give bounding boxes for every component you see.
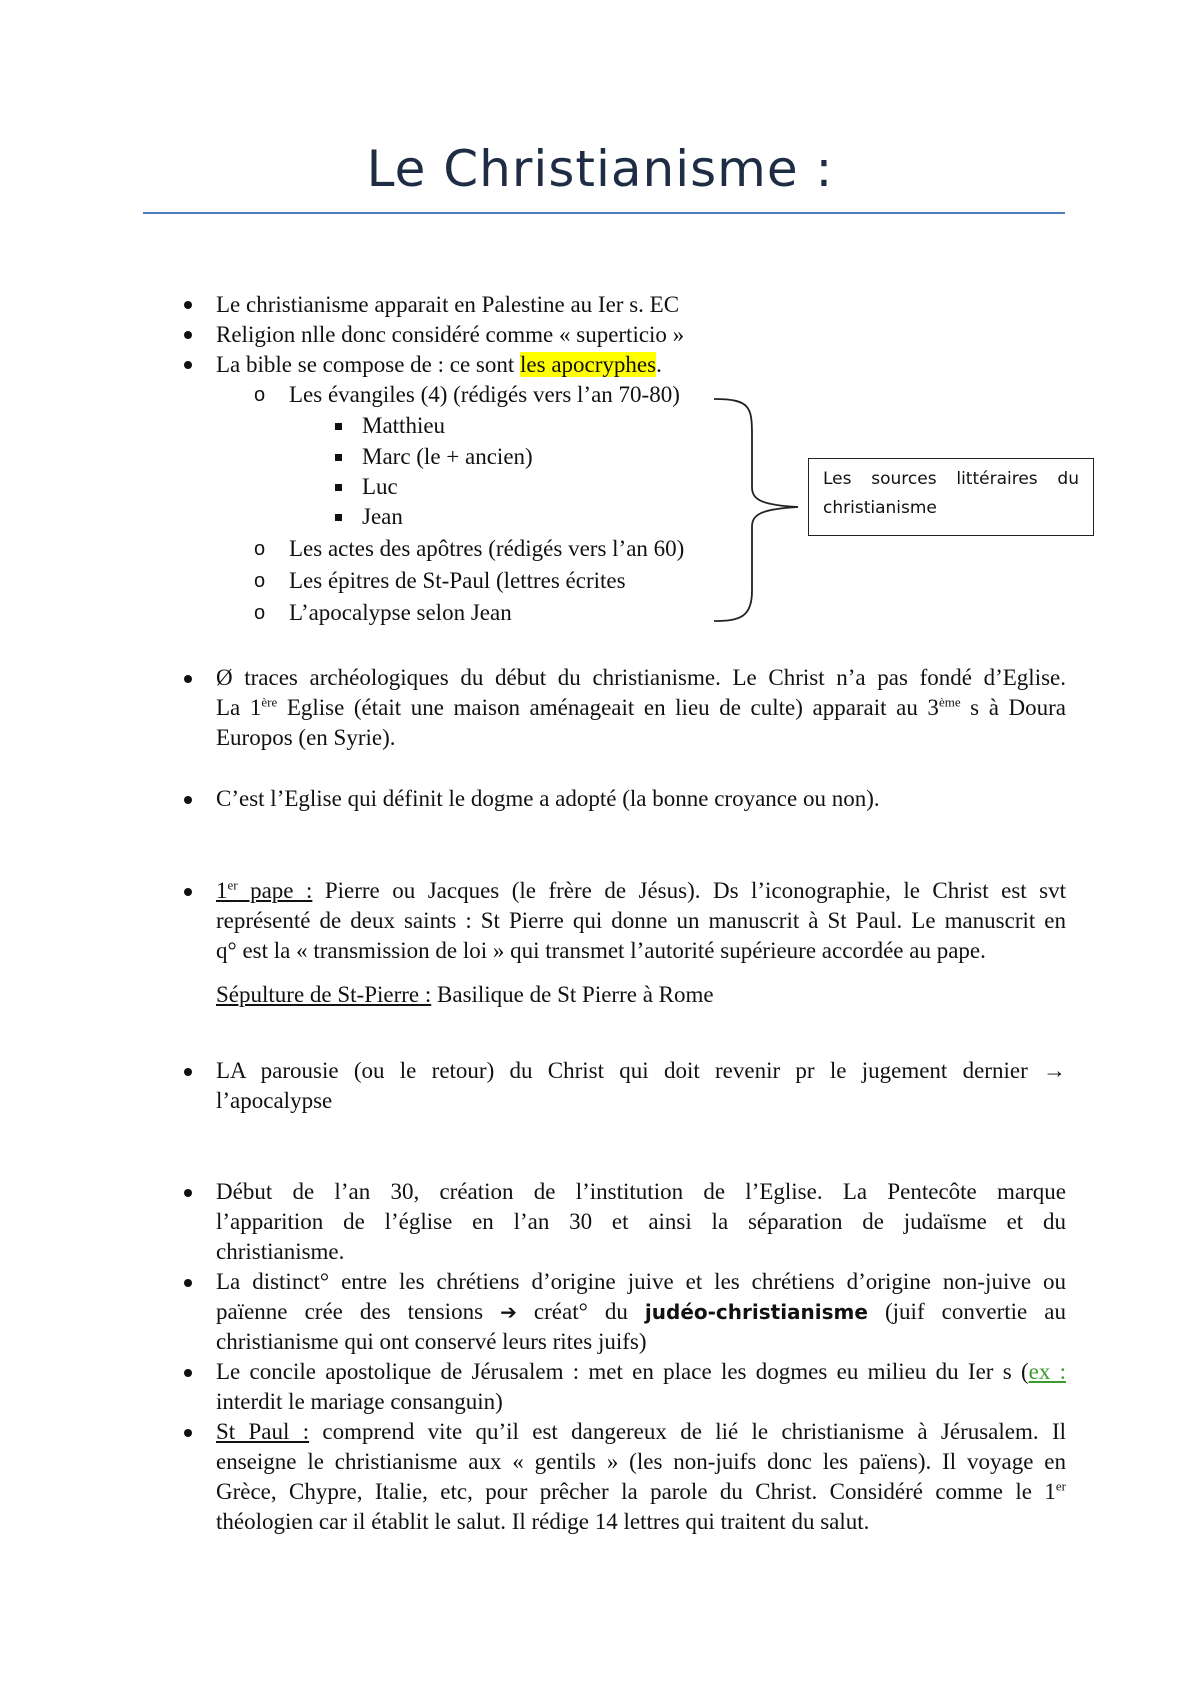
superscript: er: [227, 877, 238, 893]
bullet-10-line-1: [216, 1357, 1066, 1387]
bullet-11-line-1: [216, 1417, 1066, 1447]
bullet-1-text: Le christianisme apparait en Palestine au Ier s. EC: [216, 292, 680, 317]
superscript: ème: [938, 694, 961, 710]
text-segment: 1: [216, 878, 228, 903]
sources-note-box: [808, 458, 1094, 536]
bullet-dot: [184, 888, 192, 896]
bullet-8-line-1: Début de l’an 30, création de l’institution de l’Eglise. La Pentecôte marque: [216, 1179, 1066, 1204]
bullet-4-line-3: Europos (en Syrie).: [216, 725, 396, 750]
bullet-dot: [184, 1068, 192, 1076]
text-segment: La 1: [216, 695, 262, 720]
sub-bullet-marker: o: [254, 570, 266, 592]
sub-item-evangiles: Les évangiles (4) (rédigés vers l’an 70-80): [289, 382, 680, 407]
superscript: er: [1055, 1478, 1066, 1494]
text-segment: créat° du: [516, 1299, 645, 1324]
bullet-dot: [184, 796, 192, 804]
gospel-item: Marc (le + ancien): [362, 444, 533, 469]
bullet-6-line-1: [216, 876, 1066, 906]
bullet-10-line-2: interdit le mariage consanguin): [216, 1389, 503, 1414]
gospel-item: Jean: [362, 504, 403, 529]
box-line-2: christianisme: [823, 498, 937, 518]
text-segment: Le concile apostolique de Jérusalem : met en place les dogmes eu milieu du Ier s (: [216, 1359, 1029, 1384]
superscript: ère: [261, 694, 278, 710]
text-segment: Grèce, Chypre, Italie, etc, pour prêcher la parole du Christ. Considéré comme le 1: [216, 1479, 1056, 1504]
arrow-icon: ➔: [500, 1300, 517, 1324]
bullet-11-line-2: enseigne le christianisme aux « gentils » (les non-juifs donc les païens). Il voyage en: [216, 1449, 1066, 1474]
gospel-item: Luc: [362, 474, 398, 499]
bullet-dot: [184, 1189, 192, 1197]
bullet-2-text: Religion nlle donc considéré comme « superticio »: [216, 322, 685, 347]
example-link: ex :: [1028, 1359, 1066, 1384]
underlined-label: [216, 878, 312, 903]
text-segment: (juif convertie au: [867, 1299, 1066, 1324]
sub-bullet-marker: o: [254, 538, 266, 560]
bullet-4-line-2: [216, 693, 1066, 723]
bullet-4-line-1: Ø traces archéologiques du début du christianisme. Le Christ n’a pas fondé d’Eglise.: [216, 665, 1066, 690]
bullet-6-line-3: q° est la « transmission de loi » qui transmet l’autorité supérieure accordée au pape.: [216, 938, 986, 963]
bullet-7-line-1: LA parousie (ou le retour) du Christ qui doit revenir pr le jugement dernier →: [216, 1058, 1066, 1083]
title-underline: [143, 212, 1065, 214]
bullet-9-line-1: La distinct° entre les chrétiens d’origine juive et les chrétiens d’origine non-juive ou: [216, 1269, 1066, 1294]
sub-item-apocalypse: L’apocalypse selon Jean: [289, 600, 512, 625]
bullet-3-text: [216, 350, 662, 380]
bullet-8-line-3: christianisme.: [216, 1239, 345, 1264]
square-bullet: [335, 484, 342, 491]
highlighted-apocryphes: les apocryphes: [520, 352, 657, 377]
text-segment: Eglise (était une maison aménageait en lieu de culte) apparait au 3: [277, 695, 939, 720]
bullet-11-line-3: [216, 1477, 1066, 1507]
text-segment: Pierre ou Jacques (le frère de Jésus). Ds l’iconographie, le Christ est svt: [312, 878, 1066, 903]
sepulture-line: [216, 980, 1066, 1010]
square-bullet: [335, 514, 342, 521]
square-bullet: [335, 454, 342, 461]
bullet-3-suffix: .: [656, 352, 662, 377]
underlined-label: Sépulture de St-Pierre :: [216, 982, 432, 1007]
curly-brace-icon: [710, 395, 810, 625]
text-segment: païenne crée des tensions: [216, 1299, 501, 1324]
sub-item-epitres: Les épitres de St-Paul (lettres écrites: [289, 568, 626, 593]
text-segment: pape :: [237, 878, 313, 903]
sub-bullet-marker: o: [254, 384, 266, 406]
bullet-dot: [184, 1279, 192, 1287]
box-line-1: Les sources littéraires du: [823, 469, 1079, 489]
text-segment: comprend vite qu’il est dangereux de lié le christianisme à Jérusalem. Il: [309, 1419, 1066, 1444]
bullet-3-prefix: La bible se compose de : ce sont: [216, 352, 521, 377]
underlined-label: St Paul :: [216, 1419, 310, 1444]
bullet-9-line-2: [216, 1297, 1066, 1327]
bullet-dot: [184, 361, 192, 369]
bullet-dot: [184, 1369, 192, 1377]
sub-bullet-marker: o: [254, 602, 266, 624]
gospel-item: Matthieu: [362, 413, 446, 438]
square-bullet: [335, 423, 342, 430]
bullet-dot: [184, 301, 192, 309]
bullet-5-text: C’est l’Eglise qui définit le dogme a adopté (la bonne croyance ou non).: [216, 786, 880, 811]
bullet-dot: [184, 331, 192, 339]
page-title: Le Christianisme :: [366, 140, 834, 198]
sub-item-actes: Les actes des apôtres (rédigés vers l’an 60): [289, 536, 685, 561]
bullet-9-line-3: christianisme qui ont conservé leurs rites juifs): [216, 1329, 647, 1354]
text-segment: Basilique de St Pierre à Rome: [431, 982, 714, 1007]
text-segment: s à Doura: [960, 695, 1066, 720]
bullet-11-line-4: théologien car il établit le salut. Il rédige 14 lettres qui traitent du salut.: [216, 1509, 870, 1534]
bold-term: judéo-christianisme: [644, 1300, 868, 1324]
bullet-7-line-2: l’apocalypse: [216, 1088, 333, 1113]
bullet-6-line-2: représenté de deux saints : St Pierre qui donne un manuscrit à St Paul. Le manuscrit en: [216, 908, 1066, 933]
bullet-dot: [184, 1429, 192, 1437]
bullet-dot: [184, 675, 192, 683]
bullet-8-line-2: l’apparition de l’église en l’an 30 et ainsi la séparation de judaïsme et du: [216, 1209, 1066, 1234]
